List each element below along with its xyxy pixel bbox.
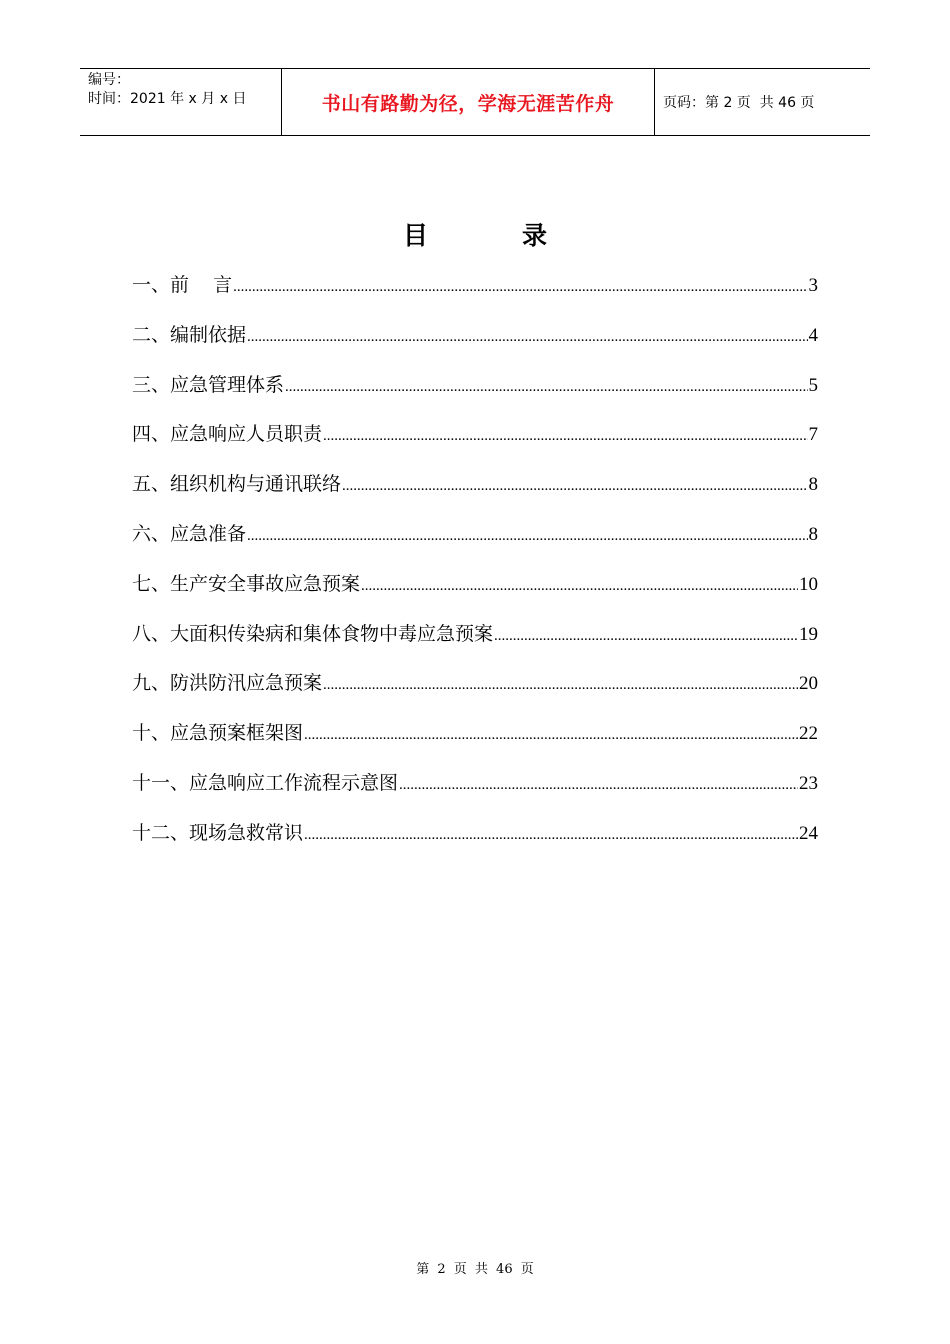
toc-entry-label: 二、编制依据 [132,323,247,346]
toc-entry[interactable] [132,818,818,868]
page-footer [0,1258,950,1277]
toc-entry-label: 一、前 言 [132,274,233,296]
header-page-info [655,69,870,135]
table-of-contents [132,270,818,868]
header-time: 时间：2021 年 x 月 x 日 [88,91,247,107]
toc-title-left: 目 [402,221,428,250]
toc-entry-page: 23 [799,772,818,794]
toc-leader-dots [323,421,807,451]
toc-leader-dots [494,621,798,651]
toc-entry-page: 22 [799,723,818,745]
toc-entry-label: 十一、应急响应工作流程示意图 [132,771,399,794]
page-info-text: 页码：第 2 页 共 46 页 [663,95,815,111]
toc-entry-label: 七、生产安全事故应急预案 [132,572,361,595]
slogan-text: 书山有路勤为径，学海无涯苦作舟 [321,92,615,115]
toc-entry[interactable] [132,270,818,320]
toc-entry-label: 十、应急预案框架图 [132,722,304,745]
toc-entry-page: 4 [808,324,818,346]
toc-entry-page: 3 [808,275,818,296]
toc-entry-label: 九、防洪防汛应急预案 [132,672,323,695]
toc-entry[interactable] [132,718,818,768]
toc-leader-dots [285,372,807,402]
toc-leader-dots [304,720,798,750]
toc-leader-dots [399,770,798,800]
toc-entry-page: 24 [799,822,818,844]
toc-entry-page: 8 [808,474,818,496]
toc-entry-label: 六、应急准备 [132,522,247,545]
toc-entry[interactable] [132,370,818,420]
toc-entry[interactable] [132,569,818,619]
toc-entry-page: 19 [799,623,818,645]
toc-entry-label: 四、应急响应人员职责 [132,423,323,446]
header-meta [80,69,282,135]
toc-entry[interactable] [132,320,818,370]
toc-leader-dots [247,322,807,352]
footer-page-number: 第 2 页 共 46 页 [416,1262,534,1277]
header-number: 编号： [88,72,130,88]
toc-leader-dots [323,670,798,700]
toc-entry-label: 八、大面积传染病和集体食物中毒应急预案 [132,622,494,645]
toc-leader-dots [361,571,798,601]
toc-entry[interactable] [132,619,818,669]
toc-entry-label: 五、组织机构与通讯联络 [132,473,342,496]
toc-title-right: 录 [522,221,548,250]
toc-entry-page: 20 [799,673,818,695]
toc-entry-page: 8 [808,523,818,545]
toc-leader-dots [342,471,807,501]
toc-entry-label: 十二、现场急救常识 [132,821,304,844]
toc-entry[interactable] [132,469,818,519]
page-header [80,68,870,136]
header-slogan [282,69,655,135]
toc-leader-dots [233,272,807,302]
toc-entry-label: 三、应急管理体系 [132,373,285,396]
toc-leader-dots [247,521,807,551]
toc-entry[interactable] [132,668,818,718]
toc-entry-page: 7 [808,424,818,446]
toc-entry[interactable] [132,768,818,818]
toc-leader-dots [304,820,798,850]
toc-title [0,216,950,252]
toc-entry[interactable] [132,419,818,469]
toc-entry-page: 10 [799,573,818,595]
toc-entry[interactable] [132,519,818,569]
toc-entry-page: 5 [808,374,818,396]
